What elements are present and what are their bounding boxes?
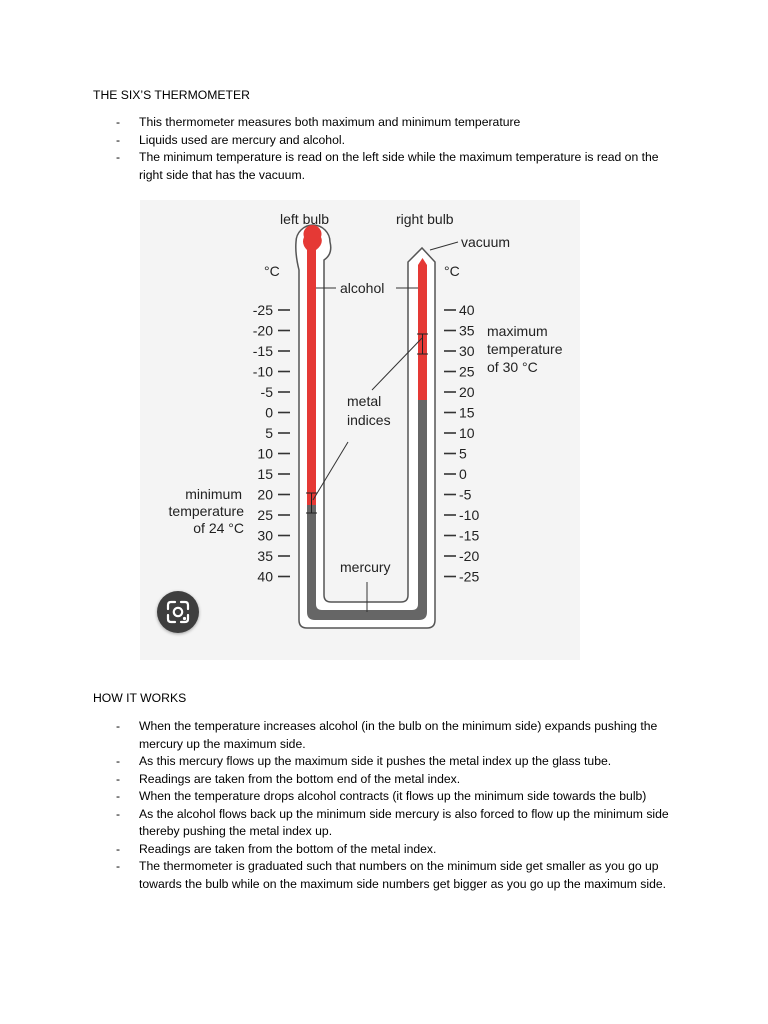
list-item: - The thermometer is graduated such that numbers on the minimum side get smaller as you go up towards the bulb while on the maximum side numbers get bigger as you go up the maximum side. [0, 858, 685, 893]
right-scale-label: 30 [459, 343, 475, 359]
right-scale-label: 25 [459, 363, 475, 380]
left-scale-label: 10 [257, 445, 273, 462]
how-it-works-bullet-list [0, 718, 685, 893]
left-scale-label: -10 [252, 363, 273, 380]
right-scale-label: 20 [459, 384, 475, 400]
list-item: - When the temperature drops alcohol contracts (it flows up the minimum side towards the bulb) [0, 788, 685, 806]
right-scale-label: 15 [459, 404, 475, 421]
right-scale-label: 35 [459, 322, 475, 339]
alcohol-label: alcohol [340, 280, 385, 296]
google-lens-icon [157, 591, 199, 633]
figure-background [140, 200, 580, 660]
right-scale-label: -15 [459, 527, 480, 544]
min-temp-label-line3: of 24 °C [193, 520, 244, 536]
min-temp-label-line1: minimum [185, 486, 242, 502]
min-temp-label-line2: temperature [168, 503, 244, 519]
list-item: - The minimum temperature is read on the left side while the maximum temperature is read on the right side that has the vacuum. [0, 149, 685, 184]
right-scale-label: -20 [459, 548, 480, 564]
list-item: - Liquids used are mercury and alcohol. [0, 132, 685, 150]
right-scale-label: -10 [459, 507, 480, 523]
right-scale-label: 40 [459, 302, 475, 318]
section-heading-how-it-works: HOW IT WORKS [93, 691, 187, 705]
alcohol-right-column [418, 258, 427, 400]
mercury-label: mercury [340, 559, 391, 575]
max-temp-label-line2: temperature [487, 341, 563, 357]
left-unit-label: °C [264, 263, 280, 279]
left-scale-label: -20 [252, 322, 273, 339]
vacuum-label: vacuum [461, 234, 511, 250]
page-title: THE SIX’S THERMOMETER [93, 88, 250, 102]
right-unit-label: °C [444, 263, 460, 279]
left-scale-label: 5 [265, 425, 273, 441]
metal-indices-label-line2: indices [347, 412, 391, 428]
left-bulb-label: left bulb [280, 211, 330, 227]
left-scale-label: 25 [257, 507, 273, 523]
right-scale-label: 0 [459, 466, 467, 482]
left-scale-label: -5 [260, 384, 273, 400]
left-scale-label: -15 [252, 343, 273, 359]
left-scale-label: 40 [257, 568, 273, 585]
list-item: - This thermometer measures both maximum and minimum temperature [0, 114, 685, 132]
max-temp-label-line3: of 30 °C [487, 359, 538, 375]
list-item: - As this mercury flows up the maximum side it pushes the metal index up the glass tube. [0, 753, 685, 771]
intro-bullet-list [0, 114, 685, 184]
six-thermometer-figure [140, 200, 580, 660]
right-scale-label: -25 [459, 568, 480, 585]
left-scale-label: 35 [257, 548, 273, 564]
google-lens-button[interactable] [157, 591, 199, 633]
list-item: - Readings are taken from the bottom of the metal index. [0, 841, 685, 859]
right-bulb-label: right bulb [396, 211, 454, 227]
list-item: - When the temperature increases alcohol (in the bulb on the minimum side) expands pushing the mercury up the maximum side. [0, 718, 685, 753]
right-scale-label: 10 [459, 425, 475, 441]
left-scale-label: 15 [257, 466, 273, 482]
left-scale-label: 0 [265, 404, 273, 421]
metal-indices-label-line1: metal [347, 393, 382, 409]
left-scale-label: 20 [257, 486, 273, 503]
right-scale-label: 5 [459, 445, 467, 462]
max-temp-label-line1: maximum [487, 323, 548, 339]
left-scale-label: 30 [257, 527, 273, 544]
list-item: - Readings are taken from the bottom end of the metal index. [0, 771, 685, 789]
list-item: - As the alcohol flows back up the minimum side mercury is also forced to flow up the minimum side thereby pushing the metal index up. [0, 806, 685, 841]
left-scale-label: -25 [252, 302, 273, 318]
thermometer-diagram [140, 200, 580, 660]
right-scale-label: -5 [459, 486, 472, 503]
